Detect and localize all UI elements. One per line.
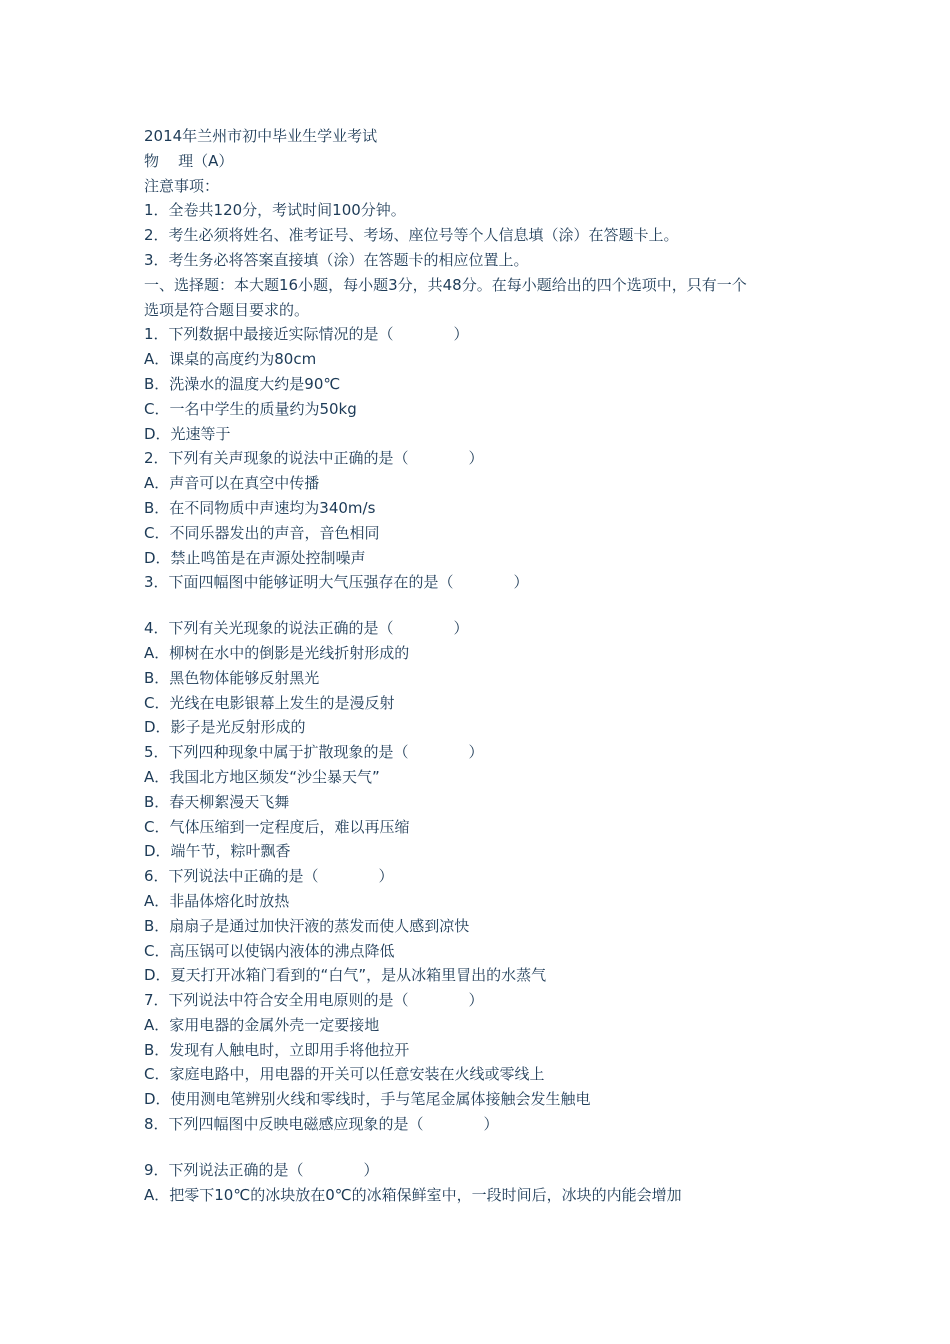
option-1a: A．课桌的高度约为80cm <box>144 350 317 369</box>
option-7d: D．使用测电笔辨别火线和零线时，手与笔尾金属体接触会发生触电 <box>144 1090 591 1109</box>
option-4a: A．柳树在水中的倒影是光线折射形成的 <box>144 643 410 662</box>
option-4d: D．影子是光反射形成的 <box>144 718 306 737</box>
option-1c: C．一名中学生的质量约为50kg <box>144 399 357 418</box>
question-stem-7: 7．下列说法中符合安全用电原则的是（ ） <box>144 991 484 1010</box>
option-2c: C．不同乐器发出的声音，音色相同 <box>144 523 380 542</box>
question-stem-5: 5．下列四种现象中属于扩散现象的是（ ） <box>144 743 484 762</box>
subject-label: 物 理（A） <box>144 151 234 170</box>
option-6b: B．扇扇子是通过加快汗液的蒸发而使人感到凉快 <box>144 916 470 935</box>
option-7a: A．家用电器的金属外壳一定要接地 <box>144 1015 380 1034</box>
question-stem-6: 6．下列说法中正确的是（ ） <box>144 867 394 886</box>
option-4c: C．光线在电影银幕上发生的是漫反射 <box>144 693 395 712</box>
option-6c: C．高压锅可以使锅内液体的沸点降低 <box>144 941 395 960</box>
option-1d: D．光速等于 <box>144 424 231 443</box>
question-stem-4: 4．下列有关光现象的说法正确的是（ ） <box>144 619 469 638</box>
question-stem-2: 2．下列有关声现象的说法中正确的是（ ） <box>144 449 484 468</box>
question-stem-1: 1．下列数据中最接近实际情况的是（ ） <box>144 325 469 344</box>
option-4b: B．黑色物体能够反射黑光 <box>144 668 320 687</box>
option-5c: C．气体压缩到一定程度后，难以再压缩 <box>144 817 410 836</box>
option-7b: B．发现有人触电时，立即用手将他拉开 <box>144 1040 410 1059</box>
notes-heading: 注意事项： <box>144 176 220 195</box>
option-6d: D．夏天打开冰箱门看到的“白气”，是从冰箱里冒出的水蒸气 <box>144 966 547 985</box>
question-stem-3: 3．下面四幅图中能够证明大气压强存在的是（ ） <box>144 573 529 592</box>
note-item: 1．全卷共120分，考试时间100分钟。 <box>144 201 406 220</box>
question-stem-9: 9．下列说法正确的是（ ） <box>144 1160 379 1179</box>
option-6a: A．非晶体熔化时放热 <box>144 891 290 910</box>
option-2a: A．声音可以在真空中传播 <box>144 474 320 493</box>
option-2b: B．在不同物质中声速均为340m/s <box>144 498 376 517</box>
option-2d: D．禁止鸣笛是在声源处控制噪声 <box>144 548 366 567</box>
option-5a: A．我国北方地区频发“沙尘暴天气” <box>144 767 380 786</box>
option-1b: B．洗澡水的温度大约是90℃ <box>144 374 341 393</box>
figure-placeholder-3 <box>144 595 824 616</box>
section-intro: 一、选择题：本大题16小题，每小题3分，共48分。在每小题给出的四个选项中，只有一个 <box>144 275 747 294</box>
option-7c: C．家庭电路中，用电器的开关可以任意安装在火线或零线上 <box>144 1065 545 1084</box>
exam-title: 2014年兰州市初中毕业生学业考试 <box>144 127 378 145</box>
option-9a: A．把零下10℃的冰块放在0℃的冰箱保鲜室中，一段时间后，冰块的内能会增加 <box>144 1185 682 1204</box>
exam-page <box>144 124 824 1207</box>
option-5b: B．春天柳絮漫天飞舞 <box>144 792 290 811</box>
section-intro-cont: 选项是符合题目要求的。 <box>144 300 310 319</box>
question-stem-8: 8．下列四幅图中反映电磁感应现象的是（ ） <box>144 1115 499 1134</box>
note-item: 2．考生必须将姓名、准考证号、考场、座位号等个人信息填（涂）在答题卡上。 <box>144 226 679 245</box>
figure-placeholder-8 <box>144 1137 824 1158</box>
note-item: 3．考生务必将答案直接填（涂）在答题卡的相应位置上。 <box>144 250 529 269</box>
option-5d: D．端午节，粽叶飘香 <box>144 842 291 861</box>
